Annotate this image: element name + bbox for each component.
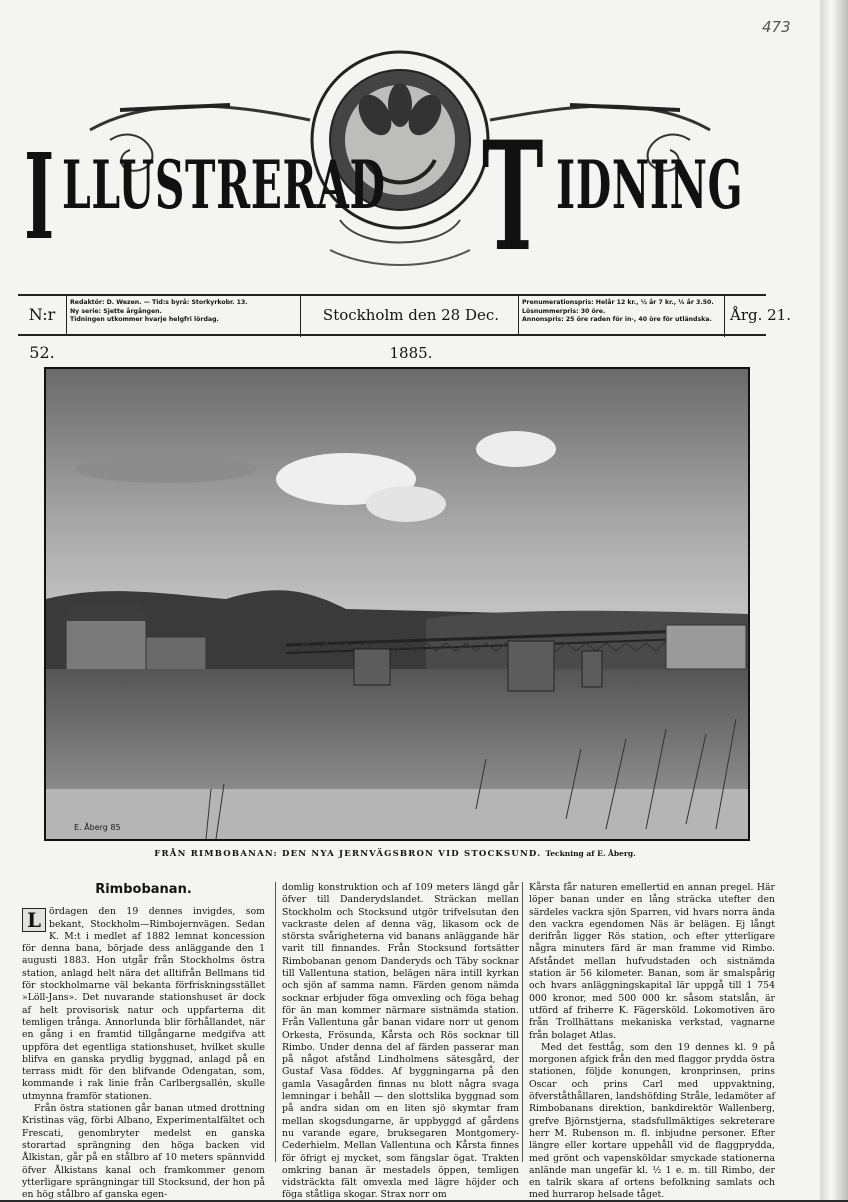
article-column-2 xyxy=(275,882,519,1201)
article-paragraph: Med det festtåg, som den 19 dennes kl. 9 på morgonen afgick från den med flaggor prydda östra stationen, följde konungen, kronprinsen, prins Oscar och prins Carl med uppvaktning, öfverståthållaren, landshöfding Stråle, ledamöter af Rimbobanans direktion, bankdirektör Wallenberg, grefve Björnstjerna, stadsfullmäktiges sekreterare herr M. Rubenson m. fl. inbjudne personer. Efter längre eller kortare uppehåll vid de flaggprydda, med grönt och vapensköldar smyckade stationerna anlände man ungefär kl. ½ 1 e. m. till Rimbo, der en talrik skara af ortens befolkning samlats och med hurrarop helsade tåget. xyxy=(529,1041,775,1201)
page-edge xyxy=(820,0,848,1200)
article-column-3 xyxy=(522,882,775,1201)
bridge-engraving xyxy=(44,367,750,841)
engraving-scene xyxy=(46,369,748,839)
masthead-title: I LLUSTRERAD T IDNING xyxy=(24,109,744,285)
paragraph-text: ördagen den 19 dennes invigdes, som bekant, Stockholm—Rimbojernvägen. Sedan K. M:t i medlet af 1882 lemnat koncession för denna bana, började dess anläggande den 1 augusti 1883. Hon utgår från Stockholms östra station, anlagd helt nära det alltifrån Bellmans tid för stockholmarne väl bekanta förfriskningsstället »Löll-Jans». Det nuvarande stationshuset är dock af helt provisorisk natur och uppfarterna dit temligen trånga. Annorlunda blir förhållandet, när en gång i en framtid tillgångarne medgifva att uppföra det egentliga stationshuset, hvilket skulle blifva en ganska prydlig byggnad, anlagd på en terrass midt för den blifvande Odengatan, som, kommande i rak linie från Carlbergsallén, skulle utmynna framför stationen. xyxy=(22,906,265,1102)
price-info xyxy=(522,296,725,337)
volume-number: Årg. 21. xyxy=(730,306,791,324)
masthead-infobar xyxy=(18,294,791,362)
article-paragraph: Från östra stationen går banan utmed drottning Kristinas väg, förbi Albano, Experimentalfältet och Frescati, genombryter medelst en ganska storartad sprängning den höga backen vid Ålkistan, går på en stålbro af 10 meters spännvidd öfver Ålkistans kanal och framkommer genom ytterligare sprängningar till Stocksund, der hon på en hög stålbro af ganska egen- xyxy=(22,1103,265,1201)
dateline: Stockholm den 28 Dec. 1885. xyxy=(304,296,519,334)
page-number: 473 xyxy=(762,18,791,36)
dropcap-initial: L xyxy=(22,908,46,932)
cloud xyxy=(476,431,556,467)
house xyxy=(146,637,206,671)
article-heading: Rimbobanan. xyxy=(95,882,192,897)
article-paragraph xyxy=(22,906,265,1103)
house-roof xyxy=(62,605,150,621)
artist-signature: E. Åberg 85 xyxy=(74,823,121,832)
illustration-caption xyxy=(40,849,750,859)
shore xyxy=(46,789,748,839)
price-line: Lösnummerpris: 30 öre. xyxy=(522,307,606,315)
cloud xyxy=(76,455,256,483)
caption-text: FRÅN RIMBOBANAN: DEN NYA JERNVÄGSBRON VID STOCKSUND. xyxy=(154,849,542,859)
article-paragraph: domlig konstruktion och af 109 meters längd går öfver till Danderydslandet. Sträckan mellan Stockholm och Stocksund utgör trifvelsutan den vackraste delen af denna väg, likasom ock de största svårigheterna vid banans anläggande här varit till finnandes. Från Stocksund fortsätter Rimbobanan genom Danderyds och Täby socknar till Vallentuna station, belägen nära intill kyrkan och sjön af samma namn. Färden genom nämda socknar erbjuder föga omvexling och föga behag för än man kommer närmare sistnämda station. Från Vallentuna går banan vidare norr ut genom Orkesta, Frösunda, Kårsta och Rös socknar till Rimbo. Under denna del af färden passerar man på något afstånd Lindholmens sätesgård, der Gustaf Vasa föddes. Af byggningarna på den gamla Vasagården finnas nu blott några svaga lemningar i behåll — den slottslika byggnad som på andra sidan om en liten sjö skymtar fram mellan skogsdungarne, är uppbyggd af gårdens nu varande egare, bruksegaren Montgomery-Cederhielm. Mellan Vallentuna och Kårsta finnes för öfrigt ej mycket, som fängslar ögat. Trakten omkring banan är mestadels öppen, temligen vidsträckta fält omvexla med lägre höjder och föga ståtliga skogar. Strax norr om xyxy=(282,882,519,1201)
article-column-1 xyxy=(22,880,265,1201)
title-initial-2: T xyxy=(482,109,544,285)
issue-number: N:r 52. xyxy=(18,296,67,334)
house xyxy=(66,619,146,671)
cloud xyxy=(366,486,446,522)
title-initial-1: I xyxy=(24,127,55,266)
water xyxy=(46,669,748,789)
price-line: Prenumerationspris: Helår 12 kr., ½ år 7 kr., ¼ år 3.50. xyxy=(522,299,714,306)
caption-credit: Teckning af E. Åberg. xyxy=(545,849,636,858)
article-paragraph: Kårsta får naturen emellertid en annan pregel. Här löper banan under en lång sträcka utefter den särdeles vackra sjön Sparren, vid hvars norra ända den vackra egendomen Näs är belägen. Ej långt derifrån ligger Rös station, och efter ytterligare några minuters färd är man framme vid Rimbo. Afståndet mellan hufvudstaden och sistnämda station är 56 kilometer. Banan, som är smalspårig och hvars anläggningskapital lär uppgå till 1 754 000 kronor, med 500 000 kr. såsom statslån, är utförd af friherre K. Fägersköld. Lokomotiven äro från Trollhättans mekaniska verkstad, vagnarne från bolaget Atlas. xyxy=(529,882,775,1041)
editor-line: Tidningen utkommer hvarje helgfri lördag. xyxy=(70,316,219,323)
price-line: Annonspris: 25 öre raden för in-, 40 öre för utländska. xyxy=(522,316,712,323)
editor-line: Ny serie: Sjette årgången. xyxy=(70,307,162,315)
editor-info xyxy=(70,296,301,337)
editor-line: Redaktör: D. Wezen. — Tid:s byrå: Storkyrkobr. 13. xyxy=(70,299,248,306)
